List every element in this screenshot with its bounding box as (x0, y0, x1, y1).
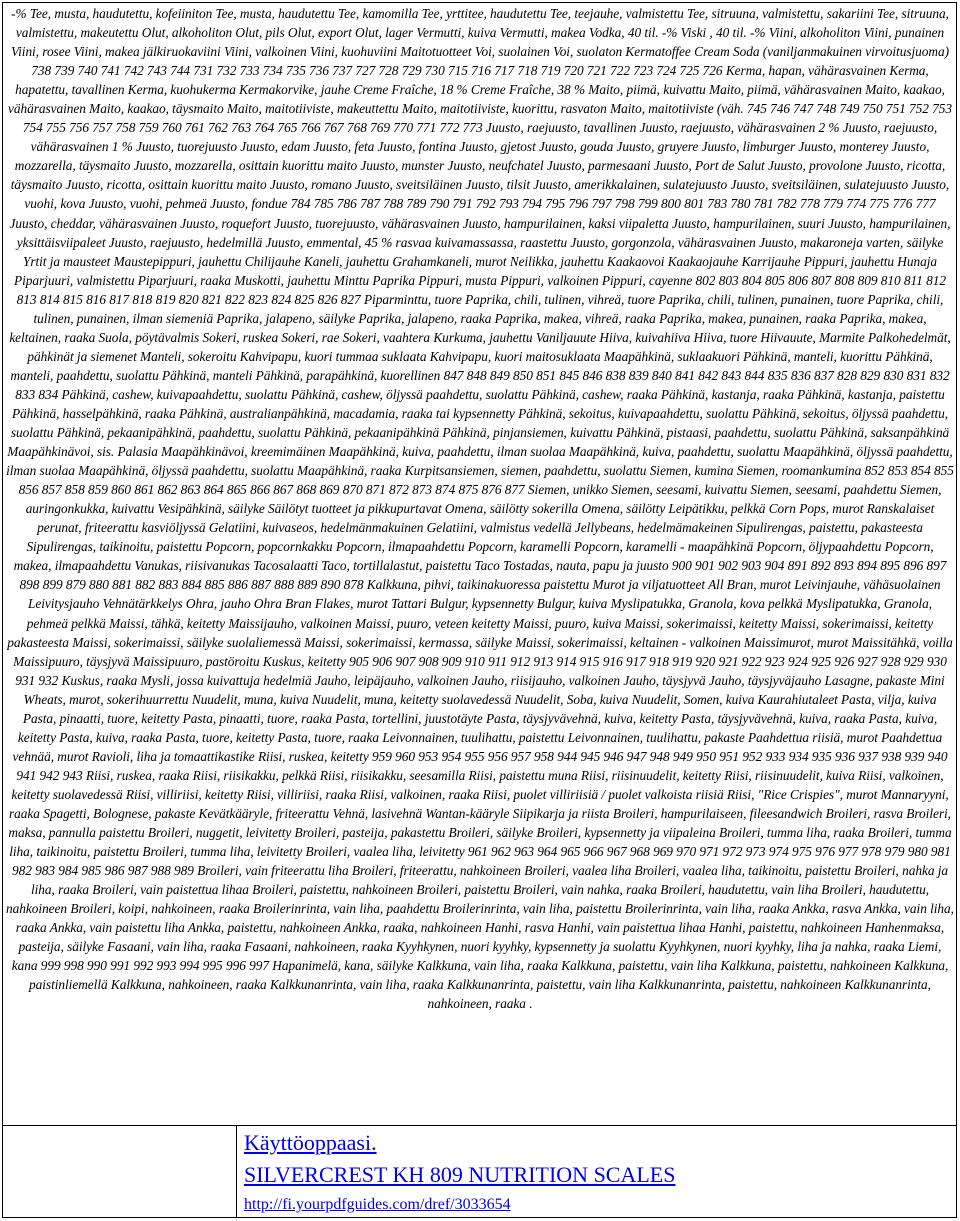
guide-url-link[interactable]: http://fi.yourpdfguides.com/dref/3033654 (244, 1196, 511, 1213)
footer-divider (2, 1125, 957, 1126)
nutrition-list-text: -% Tee, musta, haudutettu, kofeiiniton Tee, musta, haudutettu Tee, kamomilla Tee, yrttitee, haudutettu Tee, teejauhe, valmistettu Tee, sitruuna, valmistettu, sakariini Tee, sitruuna, valmistettu, makeutettu Olut, alkoholiton Olut, pils Olut, export Olut, lager Vermutti, kuiva Vermutti, makea Vodka, 40 til. -% Viski , 40 til. -% Viini, alkoholiton Viini, punainen Viini, rosee Viini, makea jälkiruokaviini Viini, valkoinen Viini, kuohuviini Maitotuotteet Voi, suolainen Voi, suolaton Kermatoffee Cream Soda (vaniljanmakuinen virvoitusjuoma) 738 739 740 741 742 743 744 731 732 733 734 735 736 737 727 728 729 730 715 716 717 718 719 720 721 722 723 724 725 726 Kerma, hapan, vähärasvainen Kerma, hapatettu, tavallinen Kerma, kuohukerma Kermakorvike, jauhe Creme Fraîche, 18 % Creme Fraîche, 38 % Maito, piimä, kuivattu Maito, piimä, vähärasvainen Maito, kaakao, vähärasvainen Maito, kaakao, täysmaito Maito, maitotiiviste, makeuttettu Maito, maitotiiviste, kuorittu, rasvaton Maito, maitotiiviste (väh. 745 746 747 748 749 750 751 752 753 754 755 756 757 758 759 760 761 762 763 764 765 766 767 768 769 770 771 772 773 Juusto, raejuusto, tavallinen Juusto, raejuusto, vähärasvainen 2 % Juusto, raejuusto, vähärasvainen 1 % Juusto, tuorejuusto Juusto, edam Juusto, feta Juusto, fontina Juusto, gjetost Juusto, gouda Juusto, gruyere Juusto, limburger Juusto, monterey Juusto, mozzarella, täysmaito Juusto, mozzarella, osittain kuorittu maito Juusto, munster Juusto, neufchatel Juusto, parmesaani Juusto, Port de Salut Juusto, provolone Juusto, ricotta, täysmaito Juusto, ricotta, osittain kuorittu maito Juusto, romano Juusto, sveitsiläinen Juusto, tilsit Juusto, amerikkalainen, sulatejuusto Juusto, sveitsiläinen, sulatejuusto Juusto, vuohi, kova Juusto, vuohi, pehmeä Juusto, fondue 784 785 786 787 788 789 790 791 792 793 794 795 796 797 798 799 800 801 783 780 781 782 778 779 774 775 776 777 Juusto, cheddar, vähärasvainen Juusto, roquefort Juusto, tuorejuusto, vähärasvainen Juusto, hampurilainen, kaksi viipaletta Juusto, hampurilainen, suuri Juusto, hampurilainen, yksittäisviipaleet Juusto, raejuusto, hedelmillä Juusto, emmental, 45 % rasvaa kuivamassassa, raastettu Juusto, gorgonzola, vähärasvainen Juusto, makaroneja varten, säilyke Yrtit ja mausteet Maustepippuri, jauhettu Chilijauhe Kaneli, jauhettu Grahamkaneli, murot Neilikka, jauhettu Kaakaovoi Kaakaojauhe Karrijauhe Pippuri, jauhettu Hunaja Piparjuuri, valmistettu Piparjuuri, raaka Muskotti, jauhettu Minttu Paprika Pippuri, musta Pippuri, valkoinen Pippuri, cayenne 802 803 804 805 806 807 808 809 810 811 812 813 814 815 816 817 818 819 820 821 822 823 824 825 826 827 Piparminttu, tuore Paprika, chili, tulinen, vihreä, tuore Paprika, chili, tulinen, punainen, tuore Paprika, chili, tulinen, punainen, ilman siemeniä Paprika, jalapeno, säilyke Paprika, jalapeno, raaka Paprika, makea, vihreä, raaka Paprika, makea, punainen, raaka Paprika, makea, keltainen, raaka Suola, pöytävalmis Sokeri, ruskea Sokeri, rae Sokeri, vaahtera Kurkuma, jauhettu Vaniljauute Hiiva, kuivahiiva Hiiva, tuore Hiivauute, Marmite Palkohedelmät, pähkinät ja siemenet Manteli, sokeroitu Kahvipapu, kuori tummaa suklaata Kahvipapu, kuori maitosuklaata Maapähkinä, suklaakuori Pähkinä, manteli, kuorittu Pähkinä, manteli, paahdettu, suolattu Pähkinä, manteli Pähkinä, parapähkinä, kuorellinen 847 848 849 850 851 845 846 838 839 840 841 842 843 844 835 836 837 828 829 830 831 832 833 834 Pähkinä, cashew, kuivapaahdettu, suolattu Pähkinä, cashew, öljyssä paahdettu, suolattu Pähkinä, cashew, raaka Pähkinä, kastanja, raaka Pähkinä, kastanja, paistettu Pähkinä, hasselpähkinä, raaka Pähkinä, australianpähkinä, macadamia, raaka tai kypsennetty Pähkinä, sekoitus, kuivapaahdettu, suolattu Pähkinä, sekoitus, öljyssä paahdettu, suolattu Pähkinä, pekaanipähkinä, paahdettu, suolattu Pähkinä, pekaanipähkinä Pähkinä, pinjansiemen, kuivattu Pähkinä, pistaasi, paahdettu, suolattu Pähkinä, saksanpähkinä Maapähkinävoi, sis. Palasia Maapähkinävoi, kreemimäinen Maapähkinä, kuiva, paahdettu, ilman suolaa Maapähkinä, kuiva, paahdettu, suolattu Maapähkinä, öljyssä paahdettu, ilman suolaa Maapähkinä, öljyssä paahdettu, suolattu Maapähkinä, raaka Kurpitsansiemen, siemen, paahdettu, suolattu Siemen, kumina Siemen, roomankumina 852 853 854 855 856 857 858 859 860 861 862 863 864 865 866 867 868 869 870 871 872 873 874 875 876 877 Siemen, unikko Siemen, seesami, kuivattu Siemen, seesami, paahdettu Siemen, auringonkukka, kuivattu Vesipähkinä, säilyke Säilötyt tuotteet ja pikkupurtavat Omena, säilötty sokerilla Omena, säilötty Leipätikku, pelkkä Corn Pops, murot Ranskalaiset perunat, friteerattu kasviöljyssä Gelatiini, kuivaseos, hedelmänmakuinen Gelatiini, valmistus vedellä Jellybeans, hedelmämakeinen Sipulirengas, paistettu, pakasteesta Sipulirengas, taikinoitu, paistettu Popcorn, popcornkakku Popcorn, ilmapaahdettu Popcorn, karamelli Popcorn, karamelli - maapähkinä Popcorn, öljypaahdettu Popcorn, makea, ilmapaahdettu Vanukas, riisivanukas Tacosalaatti Taco, tortillalastut, paistettu Taco Tostadas, nauta, papu ja juusto 900 901 902 903 904 891 892 893 894 895 896 897 898 899 879 880 881 882 883 884 885 886 887 888 889 890 878 Kalkkuna, pihvi, taikinakuoressa paistettu Murot ja viljatuotteet All Bran, murot Leivinjauhe, vähäsuolainen Leivitysjauho Vehnätärkkelys Ohra, jauho Ohra Bran Flakes, murot Tattari Bulgur, kypsennetty Bulgur, kuiva Myslipatukka, Granola, kova pelkkä Myslipatukka, Granola, pehmeä pelkkä Maissi, tähkä, keitetty Maissijauho, valkoinen Maissi, puuro, veteen keitetty Maissi, puuro, kuiva Maissi, sokerimaissi, keitetty Maissi, sokerimaissi, keitetty pakasteesta Maissi, sokerimaissi, säilyke suolaliemessä Maissi, sokerimaissi, kermassa, säilyke Maissi, sokerimaissi, keltainen - valkoinen Maissimurot, murot Maissitähkä, voilla Maissipuuro, täysjyvä Maissipuuro, pastöroitu Kuskus, keitetty 905 906 907 908 909 910 911 912 913 914 915 916 917 918 919 920 921 922 923 924 925 926 927 928 929 930 931 932 Kuskus, raaka Mysli, jossa kuivattuja hedelmiä Jauho, leipäjauho, valkoinen Jauho, riisijauho, valkoinen Jauho, täysjyvä Jauho, täysjyväjauho Lasagne, pakaste Mini Wheats, murot, sokerihuurrettu Nuudelit, muna, kuiva Nuudelit, muna, keitetty suolavedessä Nuudelit, Soba, kuiva Nuudelit, Somen, kuiva Kaurahiutaleet Pasta, vilja, kuiva Pasta, pinaatti, tuore, keitetty Pasta, pinaatti, tuore, raaka Pasta, tortellini, juustotäyte Pasta, täysjyvävehnä, kuiva, keitetty Pasta, täysjyvävehnä, kuiva, raaka Pasta, kuiva, keitetty Pasta, kuiva, raaka Pasta, tuore, keitetty Pasta, tuore, raaka Leivonnainen, tuulihattu, paistettu Leivonnainen, tuulihattu, pakaste Paahdettua riisiä, murot Paahdettua vehnää, murot Ravioli, liha ja tomaattikastike Riisi, ruskea, keitetty 959 960 953 954 955 956 957 958 944 945 946 947 948 949 950 951 952 933 934 935 936 937 938 939 940 941 942 943 Riisi, ruskea, raaka Riisi, riisikakku, pelkkä Riisi, riisikakku, seesamilla Riisi, paistettu muna Riisi, riisinuudelit, keitetty Riisi, riisinuudelit, kuiva Riisi, valkoinen, keitetty suolavedessä Riisi, villiriisi, keitetty Riisi, villiriisi, raaka Riisi, valkoinen, raaka Riisi, puolet villiriisiä / puolet valkoista riisiä Riisi, "Rice Crispies", murot Mannaryyni, raaka Spagetti, Bolognese, pakaste Kevätkääryle, friteerattu Vehnä, lasivehnä Wantan-kääryle Siipikarja ja riista Broileri, hampurilaiseen, fileesandwich Broileri, rasva Broileri, maksa, pannulla paistettu Broileri, nuggetit, leivitetty Broileri, pasteija, pakastettu Broileri, säilyke Broileri, kypsennetty ja viipaleina Broileri, tumma liha, raaka Broileri, tumma liha, taikinoitu, paistettu Broileri, tumma liha, leivitetty Broileri, vaalea liha, leivitetty 961 962 963 964 965 966 967 968 969 970 971 972 973 974 975 976 977 978 979 980 981 982 983 984 985 986 987 988 989 Broileri, vain friteerattu liha Broileri, friteerattu, nahkoineen Broileri, vaalea liha Broileri, vaalea liha, taikinoitu, paistettu Broileri, nahka ja liha, raaka Broileri, vain paistettua lihaa Broileri, paistettu, nahkoineen Broileri, paistettu Broileri, vain nahka, raaka Broileri, haudutettu, vain liha Broileri, haudutettu, nahkoineen Broileri, koipi, nahkoineen, raaka Broilerinrinta, vain liha, paahdettu Broilerinrinta, vain liha, paistettu Broilerinrinta, vain liha, raaka Ankka, rasva Ankka, vain liha, raaka Ankka, vain paistettu liha Ankka, paistettu, nahkoineen Ankka, raaka, nahkoineen Hanhi, rasva Hanhi, vain paistettua lihaa Hanhi, paistettu, nahkoineen Hanhenmaksa, pasteija, säilyke Fasaani, vain liha, raaka Fasaani, nahkoineen, raaka Kyyhkynen, nuori kyyhky, kypsennetty ja suolattu Kyyhkynen, nuori kyyhky, liha ja nahka, raaka Liemi, kana 999 998 990 991 992 993 994 995 996 997 Hapanimelä, kana, säilyke Kalkkuna, vain liha, raaka Kalkkuna, paistettu, vain liha Kalkkuna, paistettu, nahkoineen Kalkkuna, paistinliemellä Kalkkuna, nahkoineen, raaka Kalkkunanrinta, vain liha, raaka Kalkkunanrinta, paistettu, vain liha Kalkkunanrinta, paistettu, nahkoineen Kalkkunanrinta, nahkoineen, raaka . (6, 6, 954, 1012)
footer-column-divider (236, 1125, 237, 1218)
manual-link[interactable]: Käyttöoppaasi. (244, 1130, 377, 1155)
footer-links (244, 1128, 944, 1216)
product-link[interactable]: SILVERCREST KH 809 NUTRITION SCALES (244, 1162, 676, 1187)
